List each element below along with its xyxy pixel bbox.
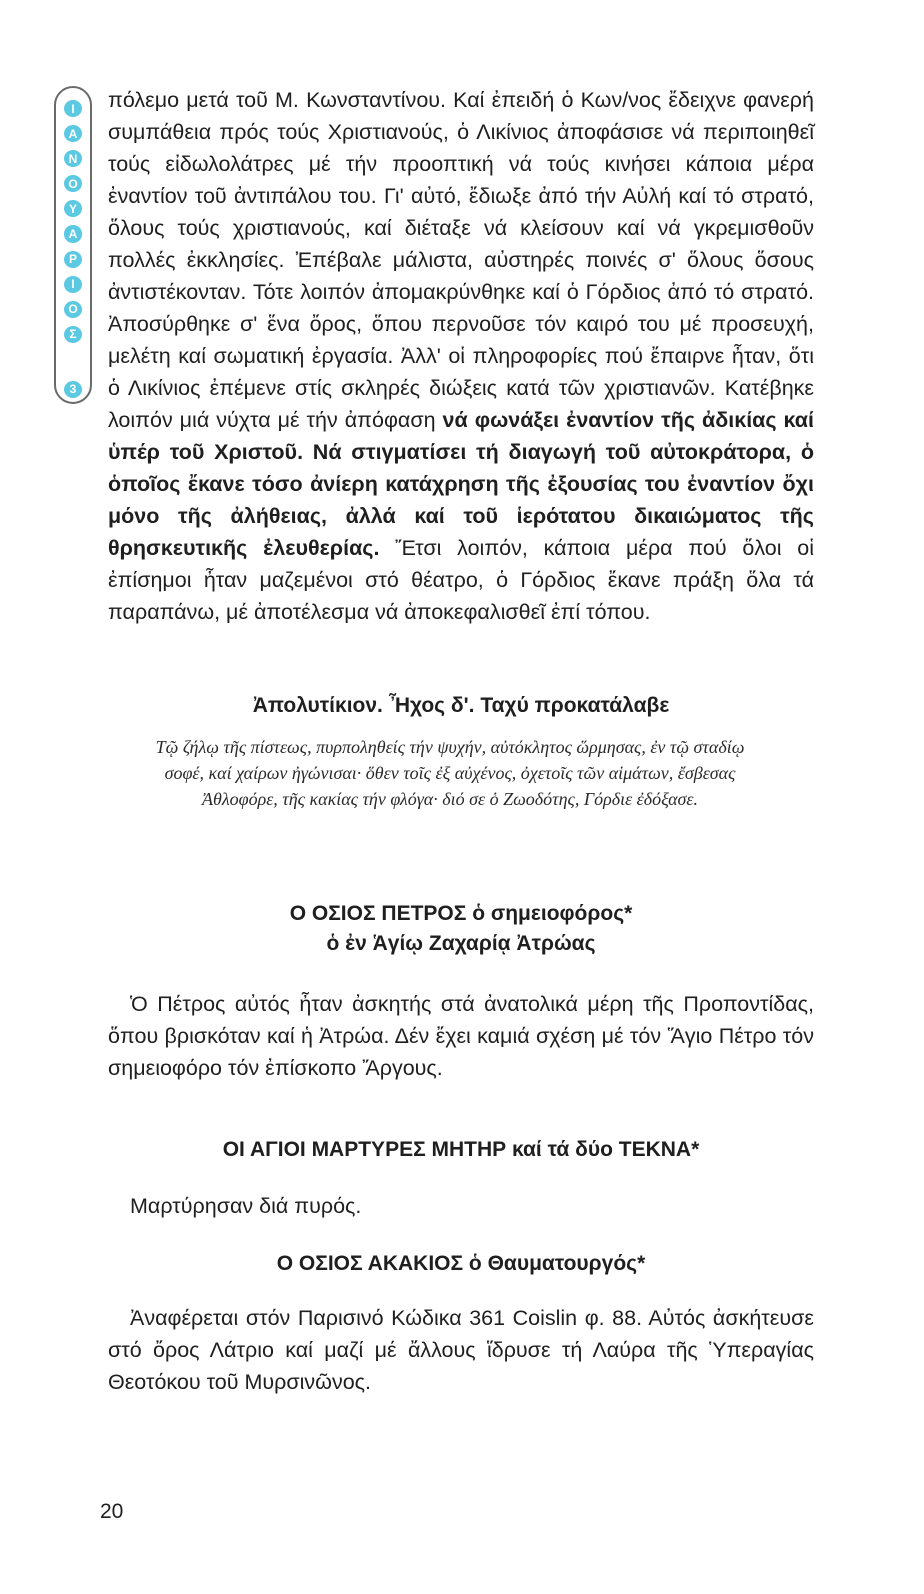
tab-letter: Ι <box>64 100 82 117</box>
story-emphasis: νά φωνάξει ἐναντίον τῆς ἀδικίας καί ὑπέρ τοῦ Χριστοῦ. Νά στιγματίσει τή διαγωγή τοῦ αὐτοκράτορα, ὁ ὁποῖος ἔκανε τόσο ἀνίερη κατάχρηση τῆς ἐξουσίας του ἐναντίον ὄχι μόνο τῆς ἀλήθειας, ἀλλά καί τοῦ ἱερότατου δικαιώματος τῆς θρησκευτικῆς ἐλευθερίας. <box>108 408 814 560</box>
martyres-text: Μαρτύρησαν διά πυρός. <box>130 1194 362 1218</box>
tab-letter: Ν <box>64 150 82 167</box>
tab-letter: Υ <box>64 200 82 217</box>
tab-day-number: 3 <box>64 381 82 398</box>
tab-letter: Α <box>64 225 82 242</box>
petros-heading-line2: ὁ ἐν Ἁγίῳ Ζαχαρίᾳ Ἀτρώας <box>326 932 596 955</box>
petros-heading-line1: Ο ΟΣΙΟΣ ΠΕΤΡΟΣ ὁ σημειοφόρος* <box>289 902 633 925</box>
month-tab <box>54 86 92 404</box>
apolytikion-text: Τῷ ζήλῳ τῆς πίστεως, πυρποληθείς τήν ψυχήν, αὐτόκλητος ὥρμησας, ἐν τῷ σταδίῳ σοφέ, καί χαίρων ἠγώνισαι· ὅθεν τοῖς ἐξ αὐχένος, ὀχετοῖς τῶν αἱμάτων, ἔσβεσας Ἀθλοφόρε, τῆς κακίας τήν φλόγα· διό σε ὁ Ζωοδότης, Γόρδιε ἐδόξασε. <box>155 737 745 809</box>
tab-letter: Ο <box>64 301 82 318</box>
tab-letter: Σ <box>64 326 82 343</box>
akakios-heading: Ο ΟΣΙΟΣ ΑΚΑΚΙΟΣ ὁ Θαυματουργός* <box>276 1252 646 1275</box>
story-text-end: Ἔτσι λοιπόν, κάποια μέρα πού ὅλοι οἱ ἐπίσημοι ἦταν μαζεμένοι στό θέατρο, ὁ Γόρδιος ἔκανε πράξη ὅλα τά παραπάνω, μέ ἀποτέλεσμα νά ἀποκεφαλισθεῖ ἐπί τόπου. <box>108 536 814 624</box>
petros-text: Ὁ Πέτρος αὐτός ἦταν ἀσκητής στά ἀνατολικά μέρη τῆς Προποντίδας, ὅπου βρισκόταν καί ἡ Ἀτρώα. Δέν ἔχει καμιά σχέση μέ τόν Ἅγιο Πέτρο τόν σημειοφόρο τόν ἐπίσκοπο Ἄργους. <box>108 992 814 1080</box>
martyres-heading: ΟΙ ΑΓΙΟΙ ΜΑΡΤΥΡΕΣ ΜΗΤΗΡ καί τά δύο ΤΕΚΝΑ* <box>222 1138 700 1161</box>
page-number: 20 <box>100 1500 124 1523</box>
gordios-story <box>108 84 814 628</box>
tab-letter: Ι <box>64 276 82 293</box>
akakios-text: Ἀναφέρεται στόν Παρισινό Κώδικα 361 Coislin φ. 88. Αὐτός ἀσκήτευσε στό ὄρος Λάτριο καί μαζί μέ ἄλλους ἵδρυσε τή Λαύρα τῆς Ὑπεραγίας Θεοτόκου τοῦ Μυρσινῶνος. <box>108 1306 814 1394</box>
tab-letter: Α <box>64 125 82 142</box>
apolytikion-heading: Ἀπολυτίκιον. Ἦχος δ'. Ταχύ προκατάλαβε <box>252 694 670 717</box>
tab-letter: Ο <box>64 175 82 192</box>
story-text: πόλεμο μετά τοῦ Μ. Κωνσταντίνου. Καί ἐπειδή ὁ Κων/νος ἔδειχνε φανερή συμπάθεια πρός τούς Χριστιανούς, ὁ Λικίνιος ἀποφάσισε νά περιποιηθεῖ τούς εἰδωλολάτρες μέ τήν προοπτική νά τούς κινήσει κάποια μέρα ἐναντίον τοῦ ἀντιπάλου του. Γι' αὐτό, ἔδιωξε ἀπό τήν Αὐλή καί τό στρατό, ὅλους τούς χριστιανούς, καί διέταξε νά κλείσουν καί νά γκρεμισθοῦν πολλές ἐκκλησίες. Ἐπέβαλε μάλιστα, αὐστηρές ποινές σ' ὅλους ὅσους ἀντιστέκονταν. Τότε λοιπόν ἀπομακρύνθηκε καί ὁ Γόρδιος ἀπό τό στρατό. Ἀποσύρθηκε σ' ἕνα ὄρος, ὅπου περνοῦσε τόν καιρό του μέ προσευχή, μελέτη καί σωματική ἐργασία. Ἀλλ' οἱ πληροφορίες πού ἔπαιρνε ἦταν, ὅτι ὁ Λικίνιος ἐπέμενε στίς σκληρές διώξεις κατά τῶν χριστιανῶν. Κατέβηκε λοιπόν μιά νύχτα μέ τήν ἀπόφαση <box>108 88 814 432</box>
tab-letter: Ρ <box>64 251 82 268</box>
